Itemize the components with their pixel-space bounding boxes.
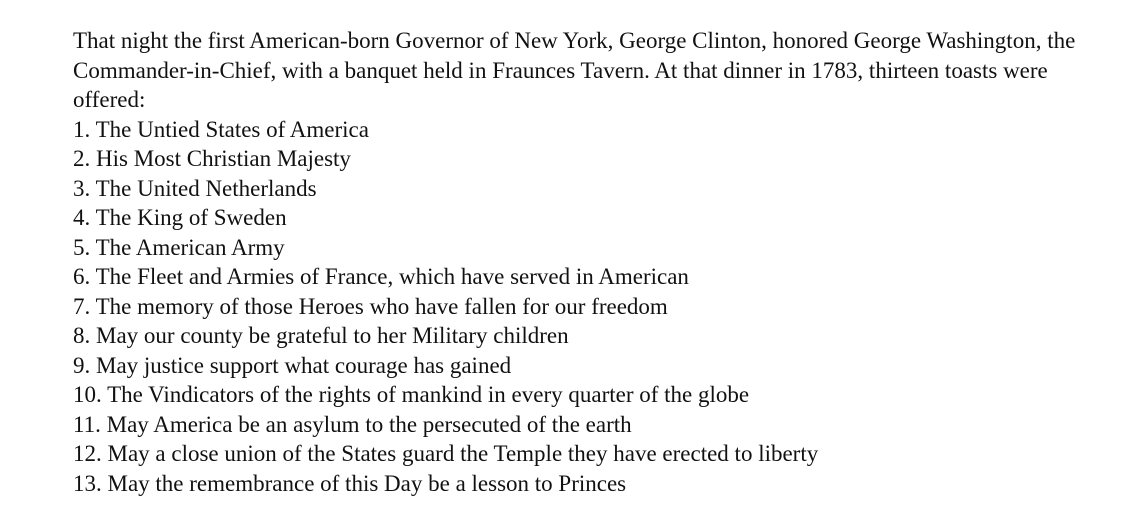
- toast-item: 1. The Untied States of America: [73, 116, 369, 142]
- toast-item: 3. The United Netherlands: [73, 175, 317, 201]
- toast-item: 5. The American Army: [73, 234, 285, 260]
- toast-item: 4. The King of Sweden: [73, 205, 287, 230]
- document-body: [73, 26, 1113, 498]
- toast-item: 6. The Fleet and Armies of France, which have served in American: [73, 264, 689, 289]
- toast-item: 9. May justice support what courage has gained: [73, 352, 512, 378]
- toast-item: 11. May America be an asylum to the persecuted of the earth: [73, 411, 632, 437]
- toast-item: 8. May our county be grateful to her Military children: [73, 323, 569, 348]
- toast-item: 12. May a close union of the States guard the Temple they have erected to liberty: [73, 441, 819, 466]
- toast-list: [73, 115, 1113, 499]
- toast-item: 10. The Vindicators of the rights of mankind in every quarter of the globe: [73, 382, 750, 407]
- intro-paragraph: That night the first American-born Governor of New York, George Clinton, honored George Washington, the Commander-in-Chief, with a banquet held in Fraunces Tavern. At that dinner in 1783, thirteen toasts were offered:: [73, 28, 1076, 112]
- toast-item: 2. His Most Christian Majesty: [73, 146, 351, 171]
- toast-item: 7. The memory of those Heroes who have fallen for our freedom: [73, 293, 668, 319]
- toast-item: 13. May the remembrance of this Day be a lesson to Princes: [73, 470, 627, 496]
